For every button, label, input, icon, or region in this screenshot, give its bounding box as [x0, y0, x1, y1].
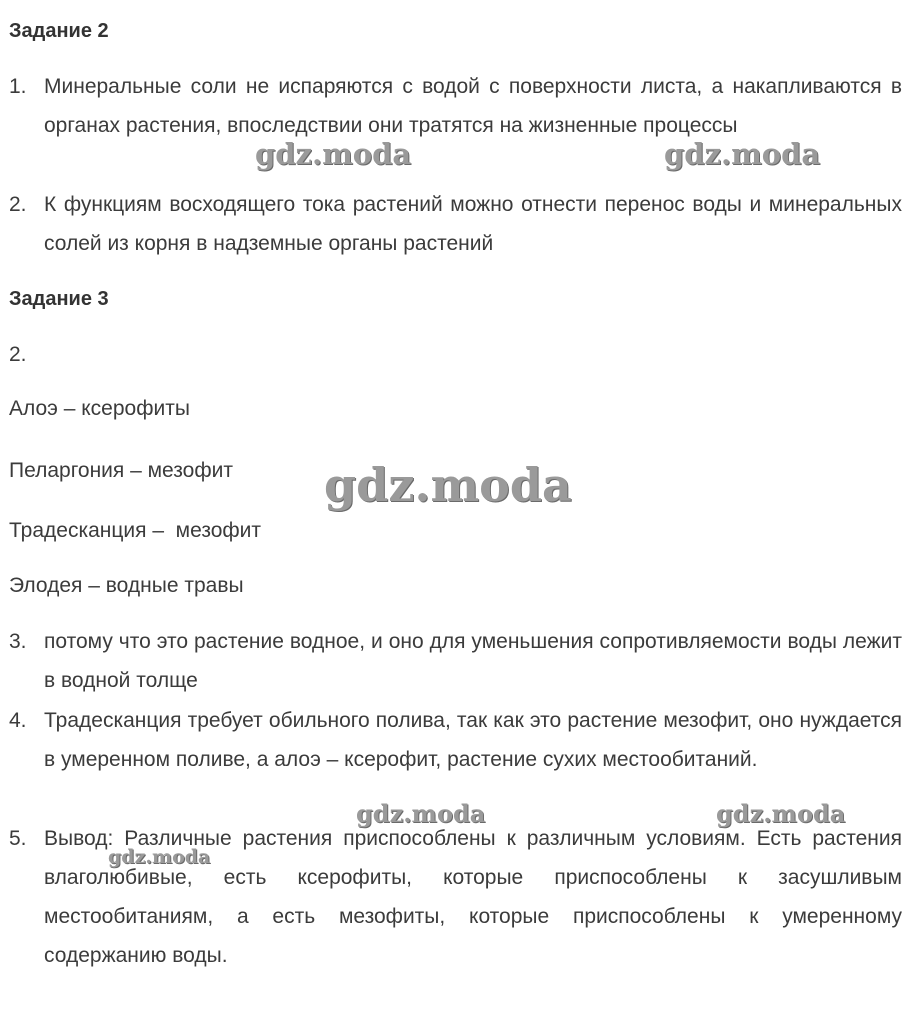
- watermark-logo: gdz.moda: [664, 137, 821, 171]
- watermark-logo: gdz.moda: [255, 137, 412, 171]
- item-number: 5.: [9, 827, 27, 850]
- item-text: Традесканция требует обильного полива, так как это растение мезофит, оно нуждается в умеренном поливе, а алоэ – ксерофит, растение сухих местообитаний.: [44, 709, 902, 771]
- task3-item-4: [9, 701, 902, 779]
- task3-item-2-number: 2.: [9, 343, 27, 366]
- pair-elodea: Элодея – водные травы: [9, 574, 244, 597]
- item-number: 1.: [9, 75, 27, 98]
- task3-item-3: [9, 622, 902, 700]
- task2-item-2: [9, 185, 902, 263]
- item-number: 2.: [9, 193, 27, 216]
- pair-aloe: Алоэ – ксерофиты: [9, 397, 190, 420]
- task3-item-5: [9, 819, 902, 975]
- item-number: 4.: [9, 709, 27, 732]
- pair-pelargonium: Пеларгония – мезофит: [9, 459, 233, 482]
- watermark-logo: gdz.moda: [356, 799, 486, 828]
- task2-item-1: [9, 67, 902, 145]
- item-text: Минеральные соли не испаряются с водой с поверхности листа, а накапливаются в органах растения, впоследствии они тратятся на жизненные процессы: [44, 75, 902, 137]
- watermark-logo: gdz.moda: [324, 458, 572, 512]
- item-text: Вывод: Различные растения приспособлены к различным условиям. Есть растения влаголюбивые, есть ксерофиты, которые приспособлены к засушливым местообитаниям, а есть мезофиты, которые приспособлены к умеренному содержанию воды.: [44, 827, 902, 967]
- task2-heading: Задание 2: [9, 20, 109, 42]
- task3-heading: Задание 3: [9, 288, 109, 310]
- pair-tradescantia: Традесканция – мезофит: [9, 519, 262, 542]
- item-text: К функциям восходящего тока растений можно отнести перенос воды и минеральных солей из корня в надземные органы растений: [44, 193, 902, 255]
- item-number: 3.: [9, 630, 27, 653]
- watermark-logo: gdz.moda: [108, 846, 211, 868]
- item-text: потому что это растение водное, и оно для уменьшения сопротивляемости воды лежит в водной толще: [44, 630, 902, 692]
- watermark-logo: gdz.moda: [716, 799, 846, 828]
